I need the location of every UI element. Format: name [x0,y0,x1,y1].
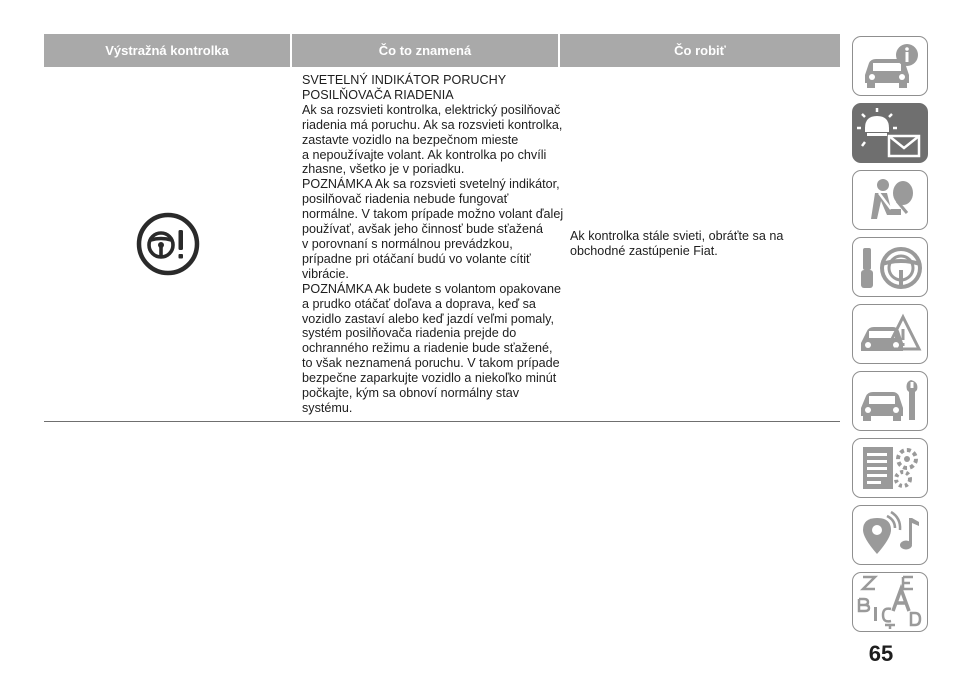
description-line: Ak sa rozsvieti kontrolka, elektrický posilňovač [302,102,561,117]
breakdown-icon [857,309,923,359]
description-line: posilňovač riadenia nebude fungovať [302,192,509,207]
action-cell [560,67,840,421]
description-line: systém posilňovača riadenia prejde do [302,326,517,341]
description-line: v porovnaní s normálnou prevádzkou, [302,236,513,251]
description-line: zastavte vozidlo na bezpečnom mieste [302,132,519,147]
description-line: systému. [302,400,353,415]
description-line: používať, avšak jeho činnosť bude sťažená [302,222,544,237]
table-row [44,67,840,422]
warning-light-table [44,34,840,422]
description-line: POZNÁMKA Ak budete s volantom opakovane [302,281,562,296]
action-text [570,229,783,259]
action-line: obchodné zastúpenie Fiat. [570,243,718,258]
description-line: a nepoužívajte volant. Ak kontrolka po chvíli [302,147,547,162]
technical-data-icon [857,443,923,493]
car-maintenance-icon [857,376,923,426]
header-warning-light: Výstražná kontrolka [44,34,292,67]
tab-starting-driving[interactable] [852,237,928,297]
tab-index[interactable] [852,572,928,632]
description-line: to však neznamená poruchu. V takom prípade [302,356,560,371]
description-line: vibrácie. [302,266,349,281]
table-header [44,34,840,67]
description-line: počkajte, kým sa obnoví normálny stav [302,386,519,401]
description-line: zhasne, všetko je v poriadku. [302,162,465,177]
airbag-safety-icon [857,175,923,225]
car-info-icon [857,43,923,89]
multimedia-icon [857,510,923,560]
description-line: prípadne pri otáčaní budú vo volante cítiť [302,251,531,266]
description-line: POSILŇOVAČA RIADENIA [302,87,454,102]
description-line: normálne. V takom prípade možno volant ďalej [302,207,564,222]
description-line: SVETELNÝ INDIKÁTOR PORUCHY [302,73,507,87]
alphabetical-index-icon [857,575,923,629]
header-meaning: Čo to znamená [292,34,560,67]
tab-warning-lights[interactable] [852,103,928,163]
warning-light-cell [44,67,292,421]
description-line: ochranného režimu a riadenie bude sťažené, [302,341,553,356]
tab-breakdown[interactable] [852,304,928,364]
meaning-cell [292,67,564,421]
description-line: POZNÁMKA Ak sa rozsvieti svetelný indikátor, [302,177,560,192]
description-line: vozidlo zastaví alebo keď jazdí veľmi pomaly, [302,311,554,326]
description-line: riadenia má poruchu. Ak sa rozsvieti kontrolka, [302,117,563,132]
header-action: Čo robiť [674,43,726,58]
warning-light-message-icon [857,108,923,158]
tab-technical-data[interactable] [852,438,928,498]
description-line: a prudko otáčať doľava a doprava, keď sa [302,296,536,311]
tab-car-info[interactable] [852,36,928,96]
key-steering-wheel-icon [857,242,923,292]
tab-safety[interactable] [852,170,928,230]
tab-multimedia[interactable] [852,505,928,565]
page-number: 65 [868,641,894,666]
action-line: Ak kontrolka stále svieti, obráťte sa na [570,229,784,244]
steering-warning-icon [136,212,200,276]
tab-maintenance[interactable] [852,371,928,431]
description-line: bezpečne zaparkujte vozidlo a niekoľko minút [302,371,557,386]
